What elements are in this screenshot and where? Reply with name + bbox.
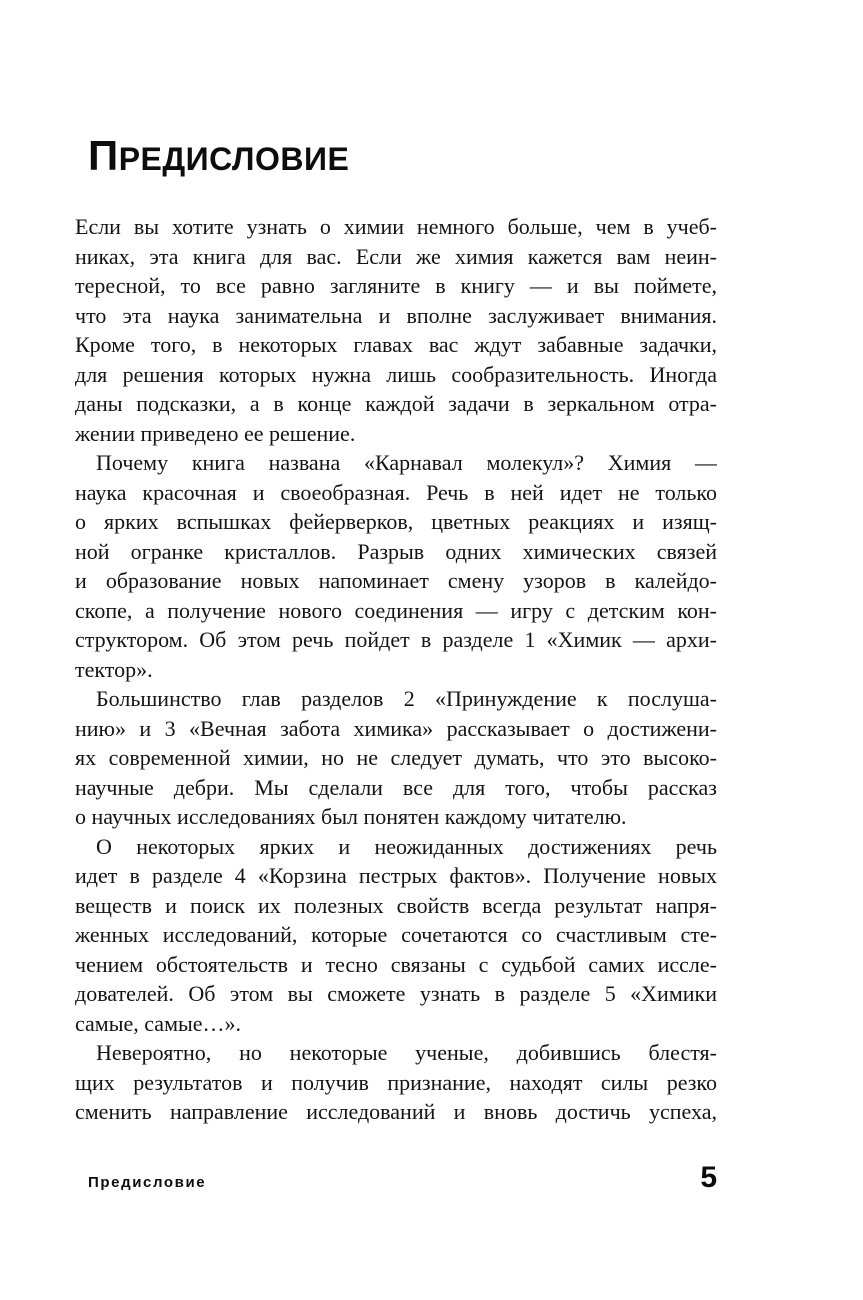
text-line: что эта наука занимательна и вполне заслуживает внимания. [75,302,717,328]
text-line: скопе, а получение нового соединения — игру с детским кон- [75,597,717,623]
paragraph [75,832,717,1039]
text-line: чением обстоятельств и тесно связаны с судьбой самих иссле- [75,951,717,977]
text-line: научные дебри. Мы сделали все для того, чтобы рассказ [75,774,717,800]
text-line: ной огранке кристаллов. Разрыв одних химических связей [75,538,717,564]
text-line: самые, самые…». [75,1010,242,1036]
text-line: наука красочная и своеобразная. Речь в ней идет не только [75,479,717,505]
text-line: нию» и 3 «Вечная забота химика» рассказывает о достижени- [75,715,717,741]
text-line: даны подсказки, а в конце каждой задачи в зеркальном отра- [75,391,717,416]
text-line: о ярких вспышках фейерверков, цветных реакциях и изящ- [75,509,717,534]
text-line: веществ и поиск их полезных свойств всегда результат напря- [75,892,717,918]
text-line: Почему книга названа «Карнавал молекул»? Химия — [96,450,717,475]
running-title: Предисловие [88,1174,207,1191]
paragraph [75,212,717,448]
text-line: о научных исследованиях был понятен каждому читателю. [75,804,627,829]
page-number: 5 [700,1161,717,1194]
text-line: идет в разделе 4 «Корзина пестрых фактов». Получение новых [75,863,717,888]
text-line: Большинство глав разделов 2 «Принуждение к послуша- [96,686,717,711]
text-line: никах, эта книга для вас. Если же химия кажется вам неин- [75,243,717,269]
text-line: сменить направление исследований и вновь достичь успеха, [75,1099,717,1124]
text-line: и образование новых напоминает смену узоров в калейдо- [75,568,717,593]
paragraph [75,448,717,684]
text-line: тектор». [75,656,153,682]
text-line: для решения которых нужна лишь сообразительность. Иногда [75,361,717,387]
page-footer [75,1163,717,1193]
text-line: щих результатов и получив признание, находят силы резко [75,1069,717,1095]
text-line: Невероятно, но некоторые ученые, добившись блестя- [96,1040,717,1065]
text-line: ях современной химии, но не следует думать, что это высоко- [75,745,717,770]
text-line: дователей. Об этом вы сможете узнать в разделе 5 «Химики [75,981,717,1006]
text-line: тересной, то все равно загляните в книгу — и вы поймете, [75,273,717,298]
chapter-title: ПРЕДИСЛОВИЕ [88,132,350,179]
text-line: женных исследований, которые сочетаются со счастливым сте- [75,922,717,947]
text-line: Если вы хотите узнать о химии немного больше, чем в учеб- [75,214,717,239]
body-text [75,212,717,1127]
paragraph [75,684,717,832]
text-line: О некоторых ярких и неожиданных достижениях речь [96,833,717,859]
text-line: жении приведено ее решение. [75,420,356,446]
text-line: Кроме того, в некоторых главах вас ждут забавные задачки, [75,332,717,357]
paragraph [75,1038,717,1127]
text-line: структором. Об этом речь пойдет в разделе 1 «Химик — архи- [75,627,717,652]
